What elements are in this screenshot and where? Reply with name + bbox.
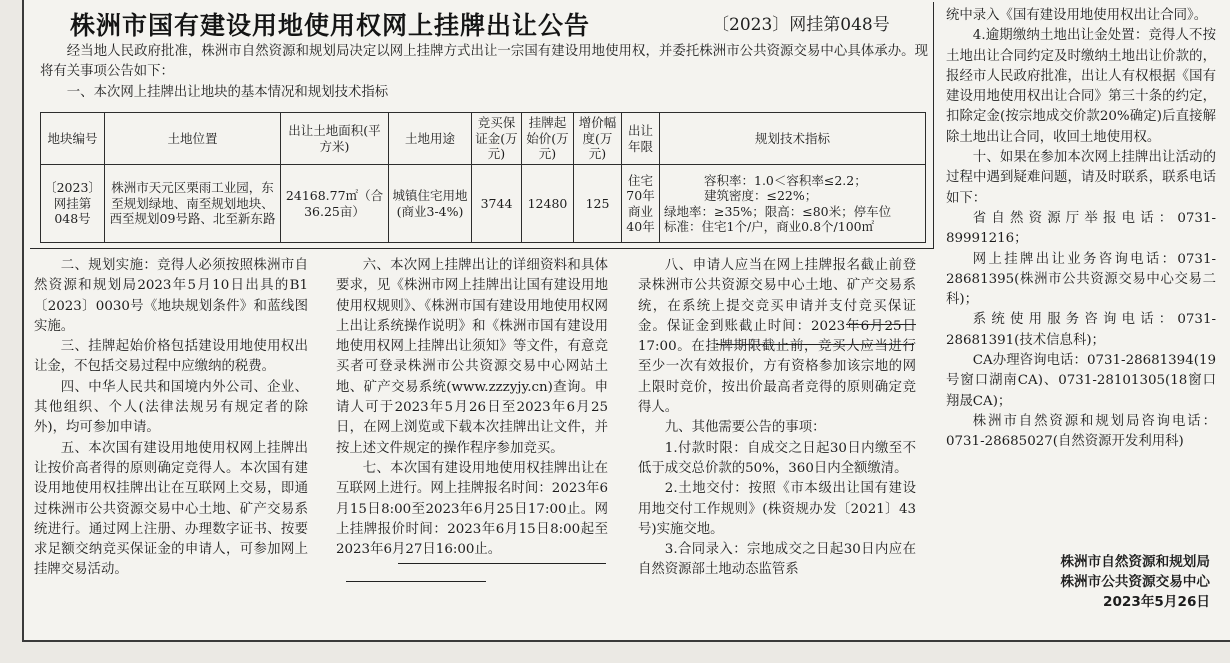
cell-tech-indicators [660, 165, 926, 243]
pen-underline [398, 563, 606, 564]
header-tech-indicators: 规划技术指标 [660, 113, 926, 165]
contact-report-phone: 省自然资源厅举报电话：0731-89991216； [946, 210, 1216, 247]
clause-7: 七、本次国有建设用地使用权挂牌出让在互联网上进行。网上挂牌报名时间：2023年6月15日8:00至2023年6月25日17:00止。网上挂牌报价时间：2023年6月15日8:00起至2023年6月27日16:00止。 [336, 460, 608, 558]
signature-bureau: 株洲市自然资源和规划局 [1060, 554, 1210, 570]
header-area: 出让土地面积(平方米) [281, 113, 389, 165]
clause-2: 二、规划实施：竞得人必须按照株洲市自然资源和规划局2023年5月10日出具的B1〔2023〕0030号《地块规划条件》和蓝线图实施。 [34, 258, 308, 334]
cell-increment: 125 [574, 165, 622, 243]
parcel-table [40, 112, 926, 243]
clause-9-item-1: 1.付款时限：自成交之日起30日内缴至不低于成交总价款的50%，360日内全额缴清。 [638, 440, 916, 476]
tech-line: 建筑密度：≤22%； [704, 188, 818, 203]
contact-bureau-phone: 株洲市自然资源和规划局咨询电话：0731-28685027(自然资源开发利用科) [946, 413, 1216, 450]
header-term: 出让年限 [622, 113, 660, 165]
tech-line: 容积率：1.0＜容积率≤2.2； [704, 172, 867, 188]
clause-4: 四、中华人民共和国境内外公司、企业、其他组织、个人(法律法规另有规定者的除外)，均可参加申请。 [34, 379, 308, 436]
clause-9-item-2: 2.土地交付：按照《市本级出让国有建设用地交付工作规则》(株资规办发〔2021〕43号)实施交地。 [638, 481, 916, 537]
pen-underline [716, 344, 914, 345]
header-deposit: 竞买保证金(万元) [472, 113, 522, 165]
cell-use: 城镇住宅用地(商业3-4%) [389, 165, 472, 243]
intro-section [40, 42, 928, 103]
clause-9-item-3-cont: 统中录入《国有建设用地使用权出让合同》。 [946, 8, 1208, 23]
clause-8: 八、申请人应当在网上挂牌报名截止前登录株洲市公共资源交易中心土地、矿产交易系统，在系统上提交竞买申请并支付竞买保证金。保证金到账截止时间：2023年6月25日17:00。在挂牌期限截止前，竞买人应当进行至少一次有效报价，方有资格参加该宗地的网上限时竞价，按出价最高者竞得的原则确定竞得人。 [638, 258, 916, 416]
cell-term: 住宅70年商业40年 [622, 165, 660, 243]
cell-location: 株洲市天元区栗雨工业园，东至规划绿地、南至规划地块、西至规划09号路、北至新东路 [105, 165, 281, 243]
clause-9-heading: 九、其他需要公告的事项： [664, 420, 826, 436]
clause-6: 六、本次网上挂牌出让的详细资料和具体要求，见《株洲市网上挂牌出让国有建设用地使用权规则》、《株洲市国有建设用地使用权网上出让系统操作说明》和《株洲市国有建设用地使用权网上挂牌出让须知》等文件，有意竞买者可登录株洲市公共资源交易中心网站土地、矿产交易系统(www.zzzyjy.cn)查询。申请人可于2023年5月26日至2023年6月25日，在网上浏览或下载本次挂牌出让文件，并按上述文件规定的操作程序参加竞买。 [336, 258, 608, 456]
clause-3: 三、挂牌起始价格包括建设用地使用权出让金，不包括交易过程中应缴纳的税费。 [34, 339, 308, 375]
header-use: 土地用途 [389, 113, 472, 165]
tech-line: 标准：住宅1个/户，商业0.8个/100㎡ [664, 219, 875, 234]
table-header-row [41, 113, 926, 165]
header-increment: 增价幅度(万元) [574, 113, 622, 165]
tech-line: 绿地率：≥35%；限高：≤80米；停车位 [664, 203, 892, 219]
pen-underline [346, 581, 486, 582]
clause-5: 五、本次国有建设用地使用权网上挂牌出让按价高者得的原则确定竞得人。本次国有建设用地使用权挂牌出让在互联网上交易，即通过株洲市公共资源交易中心土地、矿产交易系统进行。通过网上注册、办理数字证书、按要求足额交纳竞买保证金的申请人，可参加网上挂牌交易活动。 [34, 440, 308, 578]
clause-10-heading: 十、如果在参加本次网上挂牌出让活动的过程中遇到疑难问题，请及时联系，联系电话如下： [946, 150, 1216, 206]
column-4 [946, 6, 1216, 453]
cell-start-price: 12480 [522, 165, 574, 243]
cell-parcel-no: 〔2023〕网挂第048号 [41, 165, 105, 243]
cell-deposit: 3744 [472, 165, 522, 243]
signature-date: 2023年5月26日 [1103, 594, 1210, 610]
header-start-price: 挂牌起始价(万元) [522, 113, 574, 165]
intro-paragraph: 经当地人民政府批准，株洲市自然资源和规划局决定以网上挂牌方式出让一宗国有建设用地使用权，并委托株洲市公共资源交易中心具体承办。现将有关事项公告如下： [40, 44, 928, 80]
signature-block [1010, 552, 1210, 612]
signature-center: 株洲市公共资源交易中心 [1060, 574, 1210, 590]
cell-area: 24168.77㎡（合36.25亩） [281, 165, 389, 243]
header-parcel-no: 地块编号 [41, 113, 105, 165]
contact-system-phone: 系统使用服务咨询电话：0731-28681391(技术信息科)； [946, 312, 1216, 348]
column-1 [34, 256, 308, 581]
announcement-title: 株洲市国有建设用地使用权网上挂牌出让公告 [70, 11, 591, 40]
clause-9-item-4: 4.逾期缴纳土地出让金处置：竞得人不按土地出让合同约定及时缴纳土地出让价款的，报经市人民政府批准，出让人有权根据《国有建设用地使用权出让合同》第三十条的约定，扣除定金(按宗地成交价款20%确定)后直接解除土地出让合同，收回土地使用权。 [946, 28, 1216, 145]
contact-ca-phone: CA办理咨询电话：0731-28681394(19号窗口湖南CA)、0731-28101305(18窗口翔晟CA)； [946, 353, 1216, 409]
pen-underline [846, 324, 916, 325]
column-2 [336, 256, 608, 560]
section-one-heading: 一、本次网上挂牌出让地块的基本情况和规划技术指标 [66, 84, 389, 100]
document-number: 〔2023〕网挂第048号 [712, 15, 890, 35]
contact-business-phone: 网上挂牌出让业务咨询电话：0731-28681395(株洲市公共资源交易中心交易二科)； [946, 251, 1216, 308]
table-row [41, 165, 926, 243]
clause-9-item-3: 3.合同录入：宗地成交之日起30日内应在自然资源部土地动态监管系 [638, 542, 916, 578]
header-location: 土地位置 [105, 113, 281, 165]
column-3 [638, 256, 916, 581]
